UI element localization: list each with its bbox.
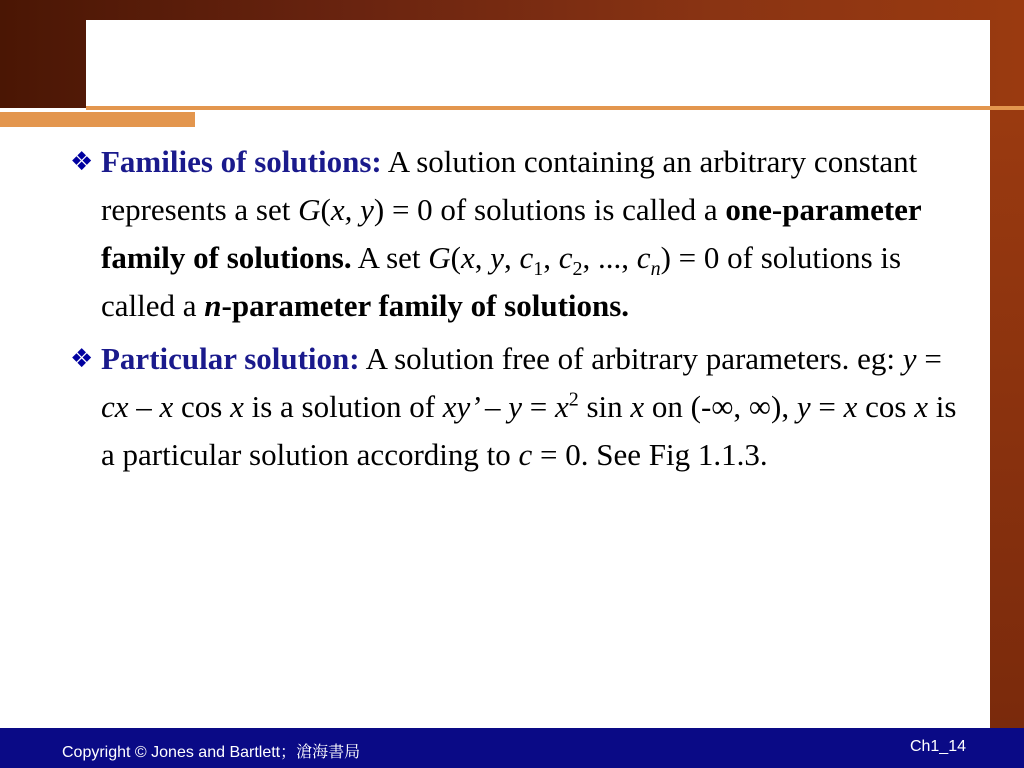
math: G [298,192,321,227]
text: = [810,389,844,424]
diamond-bullet-icon: ❖ [70,344,94,374]
term: n [204,288,222,323]
math: y [902,341,917,376]
accent-stub [0,112,195,127]
text: is a solution of [243,389,443,424]
math: x [630,389,645,424]
math: y [490,240,505,275]
text: , [474,240,491,275]
text: A solution free of arbitrary parameters. eg: [359,341,903,376]
subscript: 2 [572,258,583,281]
math: G [428,240,451,275]
slide-number: Ch1_14 [909,738,966,755]
copyright-text: Copyright © Jones and Bartlett；滄海書局 [62,744,361,761]
title-area [86,20,990,108]
text: ( [450,240,461,275]
bullet-lead: Particular solution: [101,341,360,376]
math: x [843,389,858,424]
math: x [554,389,569,424]
text: ( [320,192,331,227]
term: one-parameter family of solutions. [101,192,922,275]
footer-bar [0,728,1024,768]
text: ) = 0 of solutions is called a [101,240,902,323]
math: c [518,437,533,472]
text: = [521,389,555,424]
math: x [460,240,475,275]
text: A set [351,240,429,275]
text: is a particular solution according to [101,389,957,472]
superscript: 2 [568,388,579,411]
text: ) = 0 of solutions is called a [373,192,726,227]
math: x, y [330,192,374,227]
text: = [916,341,942,376]
math: x [914,389,928,424]
term: -parameter family of solutions. [221,288,630,323]
math: x [230,389,244,424]
text: , ..., [582,240,637,275]
bullet-lead: Families of solutions: [101,144,382,179]
math: cx – x [101,389,174,424]
text: = 0. See Fig 1.1.3. [532,437,768,472]
slide-content [70,138,970,484]
math: y [796,389,811,424]
math: c [519,240,534,275]
text: cos [857,389,915,424]
text: sin [578,389,631,424]
math: xy’ – y [442,389,522,424]
math: c [558,240,573,275]
text: A solution containing an arbitrary constant represents a set [101,144,918,227]
bullet-particular-solution [70,335,970,479]
math: c [636,240,651,275]
right-accent-bar [990,110,1024,730]
text: on (-∞, ∞), [644,389,797,424]
text: , [543,240,559,275]
text: , [504,240,520,275]
subscript: 1 [533,258,544,281]
bullet-families-of-solutions [70,138,970,330]
text: cos [173,389,231,424]
subscript: n [650,258,661,281]
accent-line [86,106,1024,110]
diamond-bullet-icon: ❖ [70,147,94,177]
